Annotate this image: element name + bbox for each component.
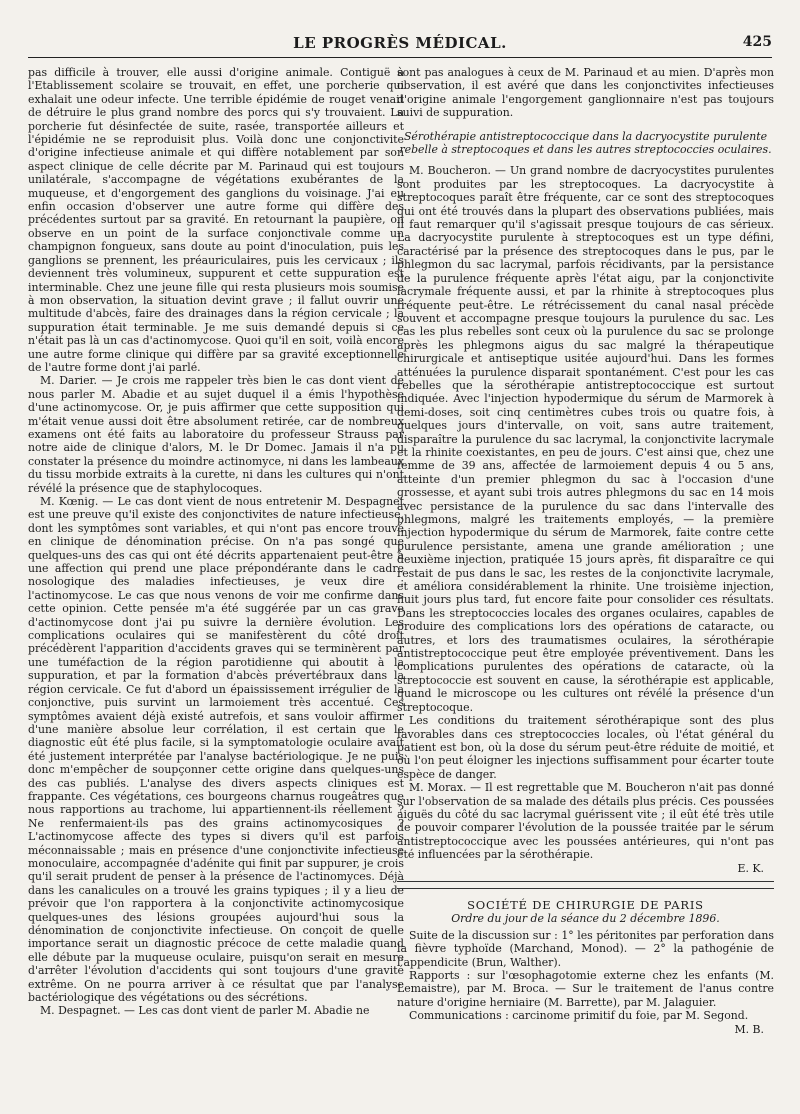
paragraph: Les conditions du traitement sérothérapique sont des plus favorables dans ces streptococcies locales, où l'état général du patient est bon, où la dose du sérum peut-être réduite de moitié, et où l'on peut éloigner les injections suffisamment pour écarter toute espèce de danger. bbox=[397, 714, 774, 781]
left-column bbox=[28, 66, 404, 1018]
running-title: LE PROGRÈS MÉDICAL. bbox=[293, 34, 507, 52]
paragraph bbox=[397, 1009, 774, 1036]
society-subtitle: Ordre du jour de la séance du 2 décembre 1896. bbox=[451, 912, 720, 926]
header-rule bbox=[28, 57, 772, 58]
page-header bbox=[28, 34, 772, 56]
paragraph: Rapports : sur l'œsophagotomie externe chez les enfants (M. Lemaistre), par M. Broca. — Sur le traitement de l'anus contre nature d'origine herniaire (M. Barrette), par M. Jalaguier. bbox=[397, 969, 774, 1009]
paragraph: sont pas analogues à ceux de M. Parinaud et au mien. D'après mon observation, il est avéré que dans les conjonctivites infectieuses d'origine animale l'engorgement ganglionnaire n'est pas toujours suivi de suppuration. bbox=[397, 66, 774, 120]
paragraph: M. Boucheron. — Un grand nombre de dacryocystites purulentes sont produites par les streptocoques. La dacryocystite à streptocoques paraît être fréquente, car ce sont des streptocoques qui ont été trouvés dans la plupart des observations publiées, mais il faut remarquer qu'il s'agissait presque toujours de cas sérieux. La dacryocystite purulente à streptocoques est un type défini, caractérisé par la présence des streptocoques dans le pus, par le phlegmon du sac lacrymal, parfois récidivants, par la persistance de la purulence fréquente après l'état aigu, par la conjonctivite lacrymale fréquente aussi, et par la rhinite à streptocoques plus fréquente peut-être. Le rétrécissement du canal nasal précède souvent et accompagne presque toujours la purulence du sac. Les cas les plus rebelles sont ceux où la purulence du sac se prolonge après les phlegmons aigus du sac malgré la thérapeutique chirurgicale et antiseptique usitée aujourd'hui. Dans les formes atténuées la purulence disparait spontanément. C'est pour les cas rebelles que la sérothérapie antistreptococcique est surtout indiquée. Avec l'injection hypodermique du sérum de Marmorek à demi-doses, soit cinq centimètres cubes trois ou quatre fois, à quelques jours d'intervalle, on voit, sans autre traitement, disparaître la purulence du sac lacrymal, la conjonctivite lacrymale et la rhinite coexistantes, en peu de jours. C'est ainsi que, chez une femme de 39 ans, affectée de larmoiement depuis 4 ou 5 ans, atteinte d'un premier phlegmon du sac à l'occasion d'une grossesse, et ayant subi trois autres phlegmons du sac en 14 mois avec persistance de la purulence du sac dans l'intervalle des phlegmons, malgré les traitements employés, — la première injection hypodermique du sérum de Marmorek, faite contre cette purulence persistante, amena une grande amélioration ; une deuxième injection, pratiquée 15 jours après, fit disparaître ce qui restait de pus dans le sac, les restes de la conjonctivite lacrymale, et améliora considérablement la rhinite. Une troisième injection, huit jours plus tard, fut encore faite pour consolider ces résultats. Dans les streptococcies locales des organes oculaires, capables de produire des complications lors des opérations de cataracte, ou autres, et lors des traumatismes oculaires, la sérothérapie antistreptococcique peut être employée préventivement. Dans les complications purulentes des opérations de cataracte, où la streptococcie est souvent en cause, la sérothérapie est applicable, quand le microscope ou les cultures ont révélé la présence d'un streptocoque. bbox=[397, 164, 774, 714]
society-title: SOCIÉTÉ DE CHIRURGIE DE PARIS bbox=[467, 897, 704, 912]
signature-initials: E. K. bbox=[737, 861, 764, 875]
section-title: Sérothérapie antistreptococcique dans la dacryocystite purulente rebelle à streptocoques et dans les autres streptococcies oculaires. bbox=[399, 129, 772, 157]
paragraph: pas difficile à trouver, elle aussi d'origine animale. Contiguë à l'Etablissement scolaire se trouvait, en effet, une porcherie qui exhalait une odeur infecte. Une terrible épidémie de rouget venait de détruire le plus grand nombre des porcs qui s'y trouvaient. La porcherie fut désinfectée de suite, rasée, transportée ailleurs et l'épidémie ne se reproduisit plus. Voilà donc une conjonctivite d'origine infectieuse animale et qui diffère notablement par son aspect clinique de celle décrite par M. Parinaud qui est toujours unilatérale, s'accompagne de végétations exubérantes de la muqueuse, et d'engorgement des ganglions du voisinage. J'ai eu enfin occasion d'observer une autre forme qui diffère des précédentes surtout par sa gravité. En retournant la paupière, on observe en un point de la surface conjonctivale comme un champignon fongueux, sans doute au point d'inoculation, puis les ganglions se prennent, les préauriculaires, puis les cervicaux ; ils deviennent très volumineux, suppurent et cette suppuration est interminable. Chez une jeune fille qui resta plusieurs mois soumise à mon observation, la situation devint grave ; il fallut ouvrir une multitude d'abcès, faire des drainages dans la région cervicale ; la suppuration était terminable. Je me suis demandé depuis si ce n'était pas là un cas d'actinomycose. Quoi qu'il en soit, voilà encore une autre forme clinique qui diffère par sa gravité exceptionnelle de l'autre forme dont j'ai parlé. bbox=[28, 66, 404, 374]
paragraph-text: Communications : carcinome primitif du foie, par M. Segond. bbox=[409, 1009, 749, 1023]
paragraph-text: M. Morax. — Il est regrettable que M. Boucheron n'ait pas donné sur l'observation de sa malade des détails plus précis. Ces poussées aiguës du côté du sac lacrymal guérissent vite ; il eût été très utile de pouvoir comparer l'évolution de la poussée traitée par le sérum antistreptococcique avec les poussées antérieures, qui n'ont pas été influencées par la sérothérapie. bbox=[397, 781, 774, 862]
paragraph: Suite de la discussion sur : 1° les péritonites par perforation dans la fièvre typhoïde (Marchand, Monod). — 2° la pathogénie de l'appendicite (Brun, Walther). bbox=[397, 928, 774, 969]
signature-initials: M. B. bbox=[734, 1022, 764, 1036]
section-divider bbox=[397, 881, 774, 882]
paragraph: M. Despagnet. — Les cas dont vient de parler M. Abadie ne bbox=[40, 1004, 370, 1018]
paragraph: M. Kœnig. — Le cas dont vient de nous entretenir M. Despagnet est une preuve qu'il existe des conjonctivites de nature infectieuse, dont les symptômes sont variables, et qui n'ont pas encore trouvé en clinique de dénomination précise. On n'a pas songé que quelques-uns des cas qui ont été décrits appartenaient peut-être à une affection qui prend une place prépondérante dans le cadre nosologique des maladies infectieuses, je veux dire : l'actinomycose. Le cas que nous venons de voir me confirme dans cette opinion. Cette pensée m'a été suggérée par un cas grave d'actinomycose dont j'ai pu suivre la dernière évolution. Les complications oculaires qui se manifestèrent du côté droit précédèrent l'apparition d'accidents graves qui se terminèrent par une tuméfaction de la région parotidienne qui aboutit à la suppuration, et par la formation d'abcès prévertébraux dans la région cervicale. Ce fut d'abord un épaississement irrégulier de la conjonctive, puis survint un larmoiement très accentué. Ces symptômes avaient déjà existé autrefois, et sans vouloir affirmer d'une manière absolue leur corrélation, il est certain que le diagnostic eût été plus facile, si la symptomatologie oculaire avait été justement interprétée par l'analyse bactériologique. Je ne puis donc m'empêcher de soupçonner cette origine dans quelques-uns des cas publiés. L'analyse des divers aspects cliniques est frappante. Ces végétations, ces bourgeons charnus rougeâtres que nous rapportions au trachome, lui appartiennent-ils réellement ? Ne renfermaient-ils pas des grains actinomycosiques ? L'actinomycose affecte des types si divers qu'il est parfois méconnaissable ; mais en présence d'une conjonctivite infectieuse monoculaire, accompagnée d'adénite qui finit par suppurer, je crois qu'il serait prudent de penser à la présence de l'actinomyces. Déjà dans les canalicules on a trouvé les grains typiques ; il y a lieu de prévoir que l'on rapportera à la conjonctivite actinomycosique quelques-unes des lésions groupées aujourd'hui sous la dénomination de conjonctivite infectieuse. On conçoit de quelle importance serait un diagnostic précoce de cette maladie quand elle débute par la muqueuse oculaire, puisqu'on serait en mesure d'arrêter l'évolution d'accidents qui sont toujours d'une gravité extrême. On ne pourra arriver à ce résultat que par l'analyse bactériologique des végétations ou des sécrétions. bbox=[28, 495, 404, 1005]
section-divider bbox=[397, 888, 774, 889]
right-column bbox=[397, 66, 774, 1036]
page-number: 425 bbox=[742, 34, 772, 50]
paragraph bbox=[397, 781, 774, 875]
paragraph: M. Darier. — Je crois me rappeler très bien le cas dont vient de nous parler M. Abadie et au sujet duquel il a émis l'hypothèse d'une actinomycose. Or, je puis affirmer que cette supposition qui m'était venue aussi doit être absolument retirée, car de nombreux examens ont été faits au laboratoire du professeur Strauss par notre aide de clinique d'alors, M. le Dr Domec. Jamais il n'a pu constater la présence du moindre actinomyce, ni dans les lambeaux du tissu morbide extraits à la curette, ni dans les cultures qui n'ont révélé la présence que de staphylocoques. bbox=[28, 374, 404, 495]
